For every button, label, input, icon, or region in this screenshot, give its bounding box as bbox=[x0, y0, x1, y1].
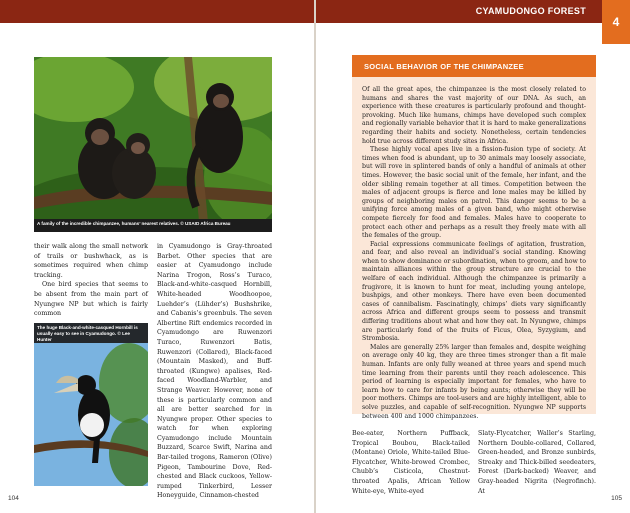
left-paragraph-3: in Cyamudongo is Gray-throated Barbet. Other species that are easier at Cyamudongo include Narina Trogon, Ross’s Turaco, Black-and-white-casqued Hornbill, White-headed Woodhoopoe, Luehder’s (Lühder’s) Bushshrike, and Cabanis’s greenbuls. The seven Albertine Rift endemics recorded in Cyamudongo are Ruwenzori Turaco, Ruwenzori Batis, Ruwenzori (Collared), Black-faced (Mountain Masked), and Buff-throated (Kungwe) apalises, Red-faced Woodland-Warbler, and Strange Weaver. However, none of these is particularly common and all are better searched for in Nyungwe proper. Other species to watch for when exploring Cyamudongo include Mountain Buzzard, Scarce Swift, Narina and Bar-tailed trogons, Rameron (Olive) Pigeon, Tambourine Dove, Red-chested and Black cuckoos, Yellow-rumped Tinkerbird, Lesser Honeyguide, Cinnamon-chested bbox=[157, 243, 272, 500]
hornbill-photo bbox=[34, 323, 148, 486]
sidebar-paragraph-3: Facial expressions communicate feelings of agitation, frustration, and fear, and also reveal an individual’s social standing. Knowing when to show dominance or subordination, when to groom, and how to maintain alliances within the group structure are crucial to the welfare of each individual. Although the chimpanzee is primarily a frugivore, it is known to hunt for meat, including young antelope, bushpigs, and other monkeys. There have even been documented cases of cannibalism. Fascinatingly, chimps’ diets vary significantly across Africa and different groups seem to possess and transmit differing traditions about what and how they eat. In Nyungwe, chimps are particularly fond of the fruits of Ficus, Olea, Syzygium, and Strombosia. bbox=[362, 240, 586, 343]
left-text-column-2 bbox=[157, 242, 272, 501]
hornbill-photo-caption: The huge Black-and-white-casqued Hornbill is usually easy to see in Cyamudongo. © Lee Hunter bbox=[34, 323, 148, 343]
chimpanzee-illustration bbox=[34, 57, 272, 232]
left-paragraph-1: their walk along the small network of trails or bushwhack, as is sometimes required when chimp tracking. bbox=[34, 243, 148, 279]
sidebar-box bbox=[352, 55, 596, 420]
left-header-bar bbox=[0, 0, 314, 23]
right-text-column-1 bbox=[352, 429, 470, 496]
sidebar-paragraph-1: Of all the great apes, the chimpanzee is the most closely related to humans and shares the vast majority of our DNA. As such, an experience with these creatures is particularly profound and thought-provoking. Much like humans, chimps have developed such complex and regionally variable behavior that it is hard to make generalizations regarding their habits and society. Nonetheless, certain tendencies hold true across different study sites in Africa. bbox=[362, 86, 586, 145]
running-header: CYAMUDONGO FOREST bbox=[475, 6, 586, 16]
hornbill-illustration bbox=[34, 323, 148, 486]
left-text-column-1 bbox=[34, 242, 148, 319]
chimpanzee-photo-caption: A family of the incredible chimpanzee, humans’ nearest relatives. © USAID Africa Bureau bbox=[34, 219, 272, 232]
right-paragraph-1: Bee-eater, Northern Puffback, Tropical Boubou, Black-tailed (Montane) Oriole, White-tailed Blue-Flycatcher, White-browed Crombec, Chubb’s Cisticola, Chestnut-throated Apalis, African Yellow White-eye, White-eyed bbox=[352, 430, 470, 495]
chimpanzee-photo bbox=[34, 57, 272, 232]
sidebar-title: SOCIAL BEHAVIOR OF THE CHIMPANZEE bbox=[352, 55, 596, 77]
right-paragraph-2: Slaty-Flycatcher, Waller’s Starling, Northern Double-collared, Collared, Green-headed, and Bronze sunbirds, Streaky and Thick-billed seedeaters, Forest (Dark-backed) Weaver, and Gray-headed Nigrita (Negrofinch). At bbox=[478, 430, 596, 495]
chapter-tab: 4 bbox=[602, 0, 630, 44]
left-page-number: 104 bbox=[8, 495, 19, 502]
left-page bbox=[0, 0, 314, 513]
right-page bbox=[316, 0, 630, 513]
left-paragraph-2: One bird species that seems to be absent from the main part of Nyungwe NP but which is fairly common bbox=[34, 281, 148, 318]
right-page-number: 105 bbox=[611, 495, 622, 502]
sidebar-paragraph-2: These highly vocal apes live in a fission-fusion type of society. At times when food is abundant, up to 30 animals may loosely associate, but will rove in splintered bands of only a handful of animals at other times. However, the basic social unit of the female, her infant, and the older sibling remain together at all times. Competition between the males of adjacent groups is fierce and lone males may be killed by groups of neighboring males on patrol. This danger seems to be a unifying force among males of a given band, who might otherwise compete fiercely for food and females. Males have to cooperate to protect each other and perhaps as a result they freely mate with all the females of the group. bbox=[362, 146, 586, 240]
right-text-column-2 bbox=[478, 429, 596, 496]
sidebar-paragraph-4: Males are generally 25% larger than females and, despite weighing on average only 40 kg, they are three times stronger than a fit male human. Infants are only fully weaned at three years and spend much time learning from their parents until they reach adolescence. This period of learning is especially important for females, who have to learn how to care for infants by being aunts; otherwise they will be poor mothers. Chimps are tool-users and are highly intelligent, able to solve puzzles, and capable of self-recognition. Nyungwe NP supports between 400 and 1000 chimpanzees. bbox=[362, 343, 586, 420]
sidebar-body bbox=[362, 86, 586, 421]
